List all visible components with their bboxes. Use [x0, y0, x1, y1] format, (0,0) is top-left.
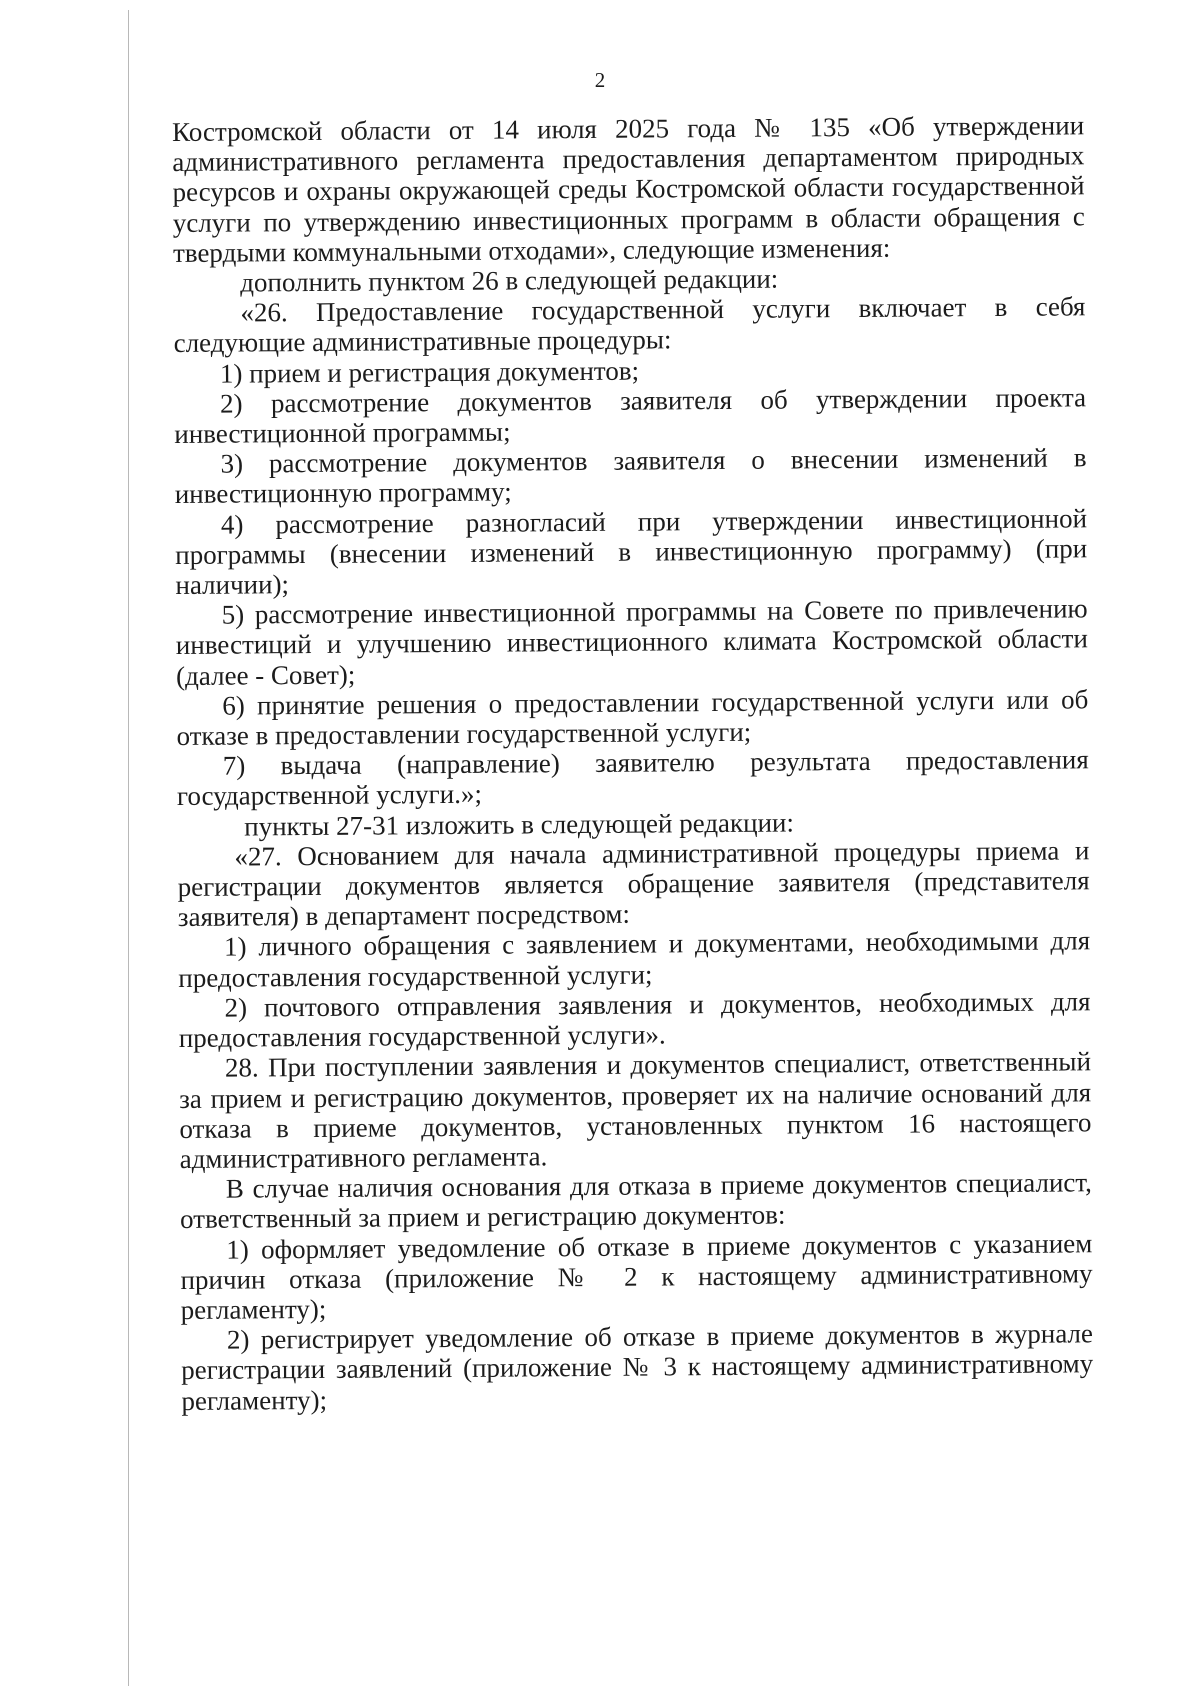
paragraph-item-28: 28. При поступлении заявления и документов специалист, ответственный за прием и регистрацию документов, проверяет их на наличие оснований для отказа в приеме документов, установленных пунктом 16 настоящего административного регламента. — [179, 1046, 1092, 1174]
list-item: 2) рассмотрение документов заявителя об утверждении проекта инвестиционной программы; — [174, 382, 1087, 450]
list-item: 3) рассмотрение документов заявителя о внесении изменений в инвестиционную программу; — [174, 442, 1087, 510]
document-body — [172, 110, 1093, 1415]
page-number: 2 — [594, 68, 606, 92]
list-item: 2) почтового отправления заявления и документов, необходимых для предоставления государственной услуги». — [178, 986, 1091, 1054]
paragraph-item-27: «27. Основанием для начала административной процедуры приема и регистрации документов является обращение заявителя (представителя заявителя) в департамент посредством: — [177, 835, 1090, 933]
list-item: 1) оформляет уведомление об отказе в приеме документов с указанием причин отказа (приложение № 2 к настоящему административному регламенту); — [180, 1227, 1093, 1325]
paragraph-intro: Костромской области от 14 июля 2025 года № 135 «Об утверждении административного регламента предоставления департаментом природных ресурсов и охраны окружающей среды Костромской области государственной услуги по утверждению инвестиционных программ в области обращения с твердыми коммунальными отходами», следующие изменения: — [172, 110, 1085, 268]
list-item: 7) выдача (направление) заявителю результата предоставления государственной услуги.»; — [176, 744, 1089, 812]
paragraph-amend-26: дополнить пунктом 26 в следующей редакции: — [240, 263, 779, 298]
list-item: 6) принятие решения о предоставлении государственной услуги или об отказе в предоставлении государственной услуги; — [176, 684, 1089, 752]
list-item: 4) рассмотрение разногласий при утверждении инвестиционной программы (внесении изменений в инвестиционную программу) (при наличии); — [175, 502, 1088, 601]
list-item: 1) прием и регистрация документов; — [219, 355, 640, 389]
paragraph-refusal-case: В случае наличия основания для отказа в приеме документов специалист, ответственный за прием и регистрацию документов: — [179, 1167, 1092, 1235]
list-item: 2) регистрирует уведомление об отказе в приеме документов в журнале регистрации заявлений (приложение № 3 к настоящему административному регламенту); — [181, 1318, 1094, 1416]
list-item: 1) личного обращения с заявлением и документами, необходимыми для предоставления государственной услуги; — [178, 925, 1091, 993]
list-item: 5) рассмотрение инвестиционной программы на Совете по привлечению инвестиций и улучшению инвестиционного климата Костромской области (далее - Совет); — [175, 593, 1088, 691]
paragraph-amend-27-31: пункты 27-31 изложить в следующей редакции: — [244, 807, 795, 842]
paragraph-item-26: «26. Предоставление государственной услуги включает в себя следующие административные процедуры: — [173, 291, 1086, 359]
scan-edge-line — [128, 10, 129, 1686]
